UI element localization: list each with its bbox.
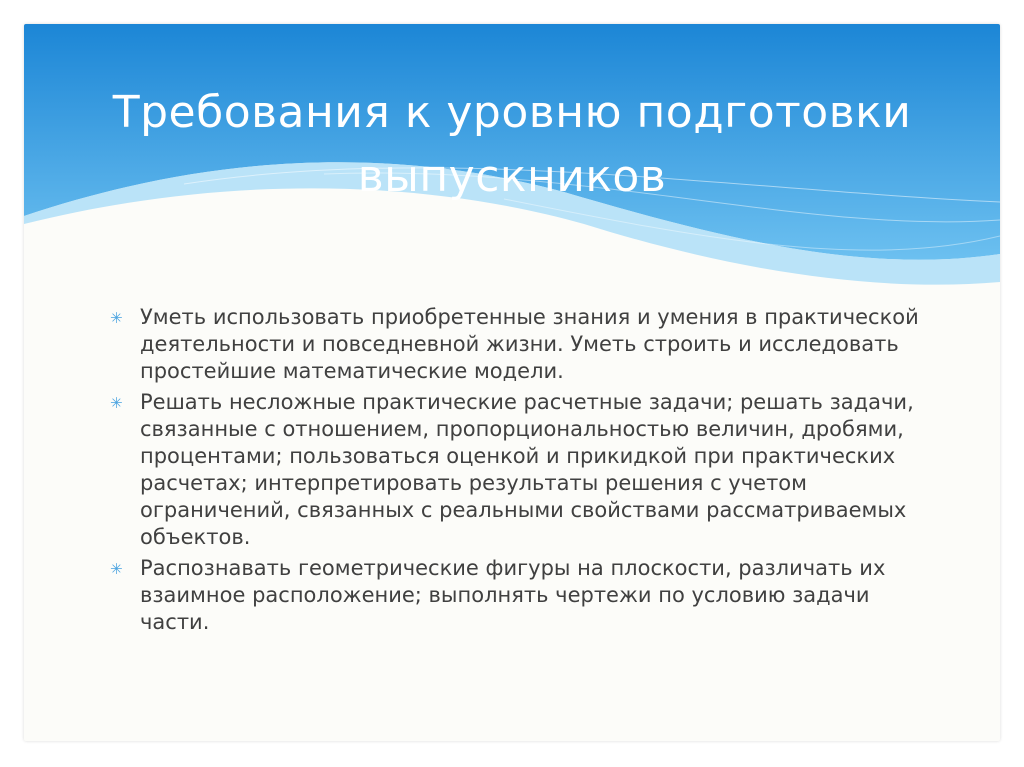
bullet-text: Уметь использовать приобретенные знания и умения в практической деятельности и повседневной жизни. Уметь строить и исследовать простейшие математические модели. bbox=[140, 305, 919, 383]
bullet-list bbox=[110, 304, 940, 640]
bullet-text: Решать несложные практические расчетные задачи; решать задачи, связанные с отношением, пропорциональностью величин, дробями, процентами; пользоваться оценкой и прикидкой при практических расчетах; интерпретировать результаты решения с учетом ограничений, связанных с реальными свойствами рассматриваемых объектов. bbox=[140, 390, 914, 549]
slide-title: Требования к уровню подготовки выпускников bbox=[112, 87, 912, 203]
bullet-item bbox=[110, 555, 940, 636]
asterisk-bullet-icon: ✳ bbox=[110, 309, 123, 327]
bullet-text: Распознавать геометрические фигуры на плоскости, различать их взаимное расположение; выполнять чертежи по условию задачи части. bbox=[140, 556, 886, 634]
slide bbox=[24, 24, 1000, 741]
asterisk-bullet-icon: ✳ bbox=[110, 560, 123, 578]
asterisk-bullet-icon: ✳ bbox=[110, 394, 123, 412]
bullet-item bbox=[110, 304, 940, 385]
bullet-item bbox=[110, 389, 940, 551]
